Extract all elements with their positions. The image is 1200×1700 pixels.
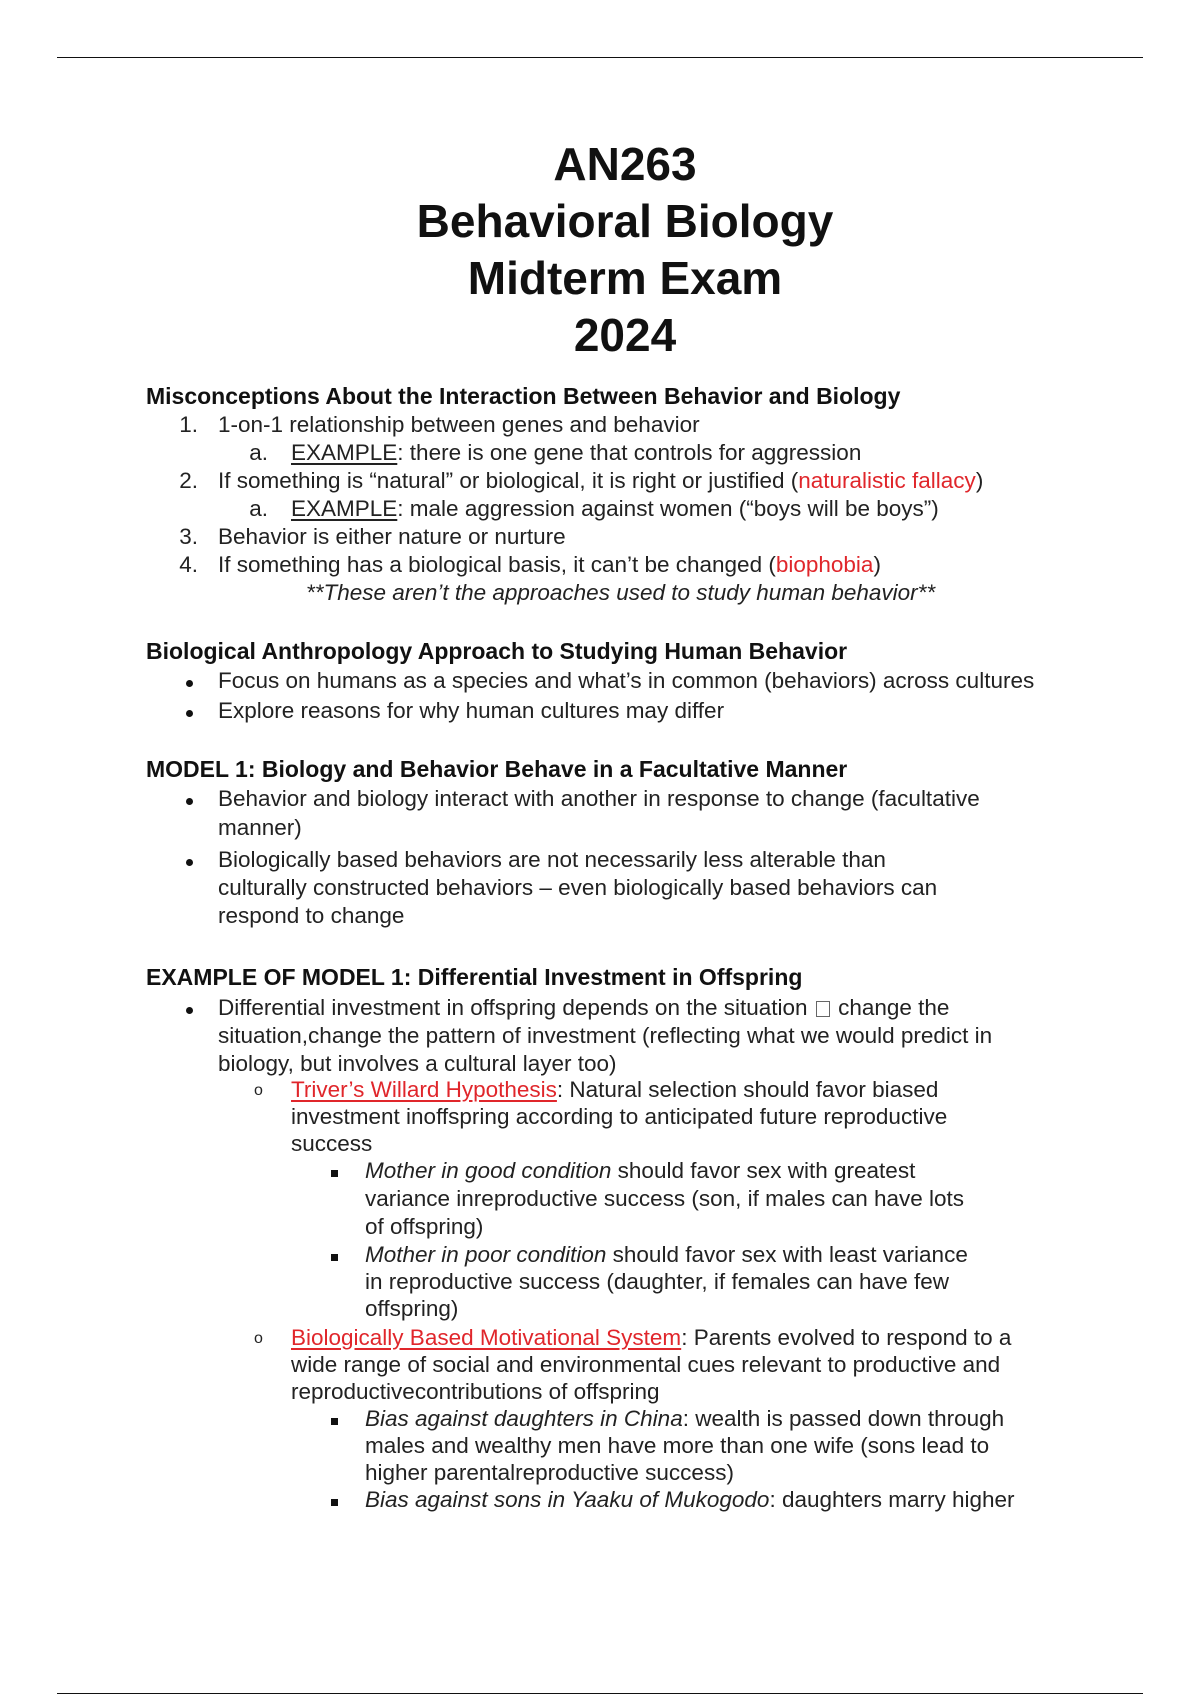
list-item xyxy=(218,552,881,578)
item-text: should favor sex with greatest xyxy=(611,1158,916,1183)
list-item: 1-on-1 relationship between genes and behavior xyxy=(218,412,700,437)
list-item-line: higher parentalreproductive success) xyxy=(365,1460,734,1485)
item-text: should favor sex with least variance xyxy=(606,1242,968,1267)
list-marker: a. xyxy=(249,440,268,465)
list-item-line: success xyxy=(291,1131,373,1156)
italic-term: Mother in good condition xyxy=(365,1158,612,1183)
course-name: Behavioral Biology xyxy=(416,195,834,247)
list-marker: a. xyxy=(249,496,268,521)
section-heading-misconceptions: Misconceptions About the Interaction Between Behavior and Biology xyxy=(146,383,901,409)
item-text: If something has a biological basis, it can’t be changed ( xyxy=(218,552,776,577)
item-text: : Parents evolved to respond to a xyxy=(681,1325,1012,1350)
list-item-line xyxy=(291,1077,938,1103)
list-item-line: variance inreproductive success (son, if males can have lots xyxy=(365,1186,965,1211)
list-item-line: respond to change xyxy=(218,903,405,928)
bullet-marker xyxy=(186,798,193,805)
item-text: : Natural selection should favor biased xyxy=(556,1077,939,1102)
list-item-line xyxy=(365,1242,968,1268)
list-item: Behavior is either nature or nurture xyxy=(218,524,566,549)
list-item-line: investment inoffspring according to anticipated future reproductive xyxy=(291,1104,948,1129)
list-marker: 4. xyxy=(179,552,198,577)
list-item-line: situation,change the pattern of investment (reflecting what we would predict in xyxy=(218,1023,993,1048)
exam-year: 2024 xyxy=(573,309,677,361)
item-text: change the xyxy=(838,995,950,1020)
list-item xyxy=(291,496,939,522)
square-bullet-icon xyxy=(331,1254,338,1261)
list-item xyxy=(291,440,861,466)
list-item-line: in reproductive success (daughter, if females can have few xyxy=(365,1269,950,1294)
list-item: Explore reasons for why human cultures may differ xyxy=(218,698,725,723)
term-motivational-system: Biologically Based Motivational System xyxy=(291,1325,682,1350)
item-text: : daughters marry higher xyxy=(769,1487,1015,1512)
italic-term: Mother in poor condition xyxy=(365,1242,607,1267)
italic-term: Bias against sons in Yaaku of Mukogodo xyxy=(365,1487,770,1512)
example-label: EXAMPLE xyxy=(291,496,398,521)
item-text: : wealth is passed down through xyxy=(682,1406,1005,1431)
item-text: Differential investment in offspring depends on the situation xyxy=(218,995,808,1020)
bullet-marker xyxy=(186,710,193,717)
exam-name: Midterm Exam xyxy=(467,252,783,304)
example-text: : there is one gene that controls for aggression xyxy=(397,440,862,465)
item-text-close: ) xyxy=(975,468,984,493)
list-marker: 1. xyxy=(179,412,198,437)
course-code: AN263 xyxy=(553,138,697,190)
document-title xyxy=(0,136,1200,364)
example-label: EXAMPLE xyxy=(291,440,398,465)
list-item-line: offspring) xyxy=(365,1296,459,1321)
bullet-marker xyxy=(186,680,193,687)
square-bullet-icon xyxy=(331,1418,338,1425)
top-rule xyxy=(57,57,1143,58)
list-item-line xyxy=(365,1406,1004,1432)
item-text-close: ) xyxy=(873,552,881,577)
list-item-line: manner) xyxy=(218,815,302,840)
arrow-glyph-icon xyxy=(816,1001,830,1017)
bottom-rule xyxy=(57,1693,1143,1694)
item-text: If something is “natural” or biological, it is right or justified ( xyxy=(218,468,799,493)
italic-term: Bias against daughters in China xyxy=(365,1406,683,1431)
list-item-line: of offspring) xyxy=(365,1214,484,1239)
square-bullet-icon xyxy=(331,1170,338,1177)
list-item-line: Behavior and biology interact with another in response to change (facultative xyxy=(218,786,980,811)
term-naturalistic-fallacy: naturalistic fallacy xyxy=(798,468,976,493)
list-item-line xyxy=(365,1158,915,1184)
section-heading-bio-anthropology: Biological Anthropology Approach to Studying Human Behavior xyxy=(146,638,848,664)
square-bullet-icon xyxy=(331,1499,338,1506)
list-item-line xyxy=(365,1487,1015,1513)
term-trivers-willard: Triver’s Willard Hypothesis xyxy=(291,1077,557,1102)
list-item-line: reproductivecontributions of offspring xyxy=(291,1379,660,1404)
list-marker: 2. xyxy=(179,468,198,493)
section-note: **These aren’t the approaches used to study human behavior** xyxy=(306,580,936,605)
bullet-marker xyxy=(186,1007,193,1014)
example-text: : male aggression against women (“boys will be boys”) xyxy=(397,496,939,521)
circle-bullet-icon: o xyxy=(254,1082,263,1099)
section-heading-example-model-1: EXAMPLE OF MODEL 1: Differential Investment in Offspring xyxy=(146,964,803,990)
list-item-line: males and wealthy men have more than one wife (sons lead to xyxy=(365,1433,990,1458)
list-item: Focus on humans as a species and what’s in common (behaviors) across cultures xyxy=(218,668,1035,693)
list-item xyxy=(218,468,983,494)
circle-bullet-icon: o xyxy=(254,1330,263,1347)
term-biophobia: biophobia xyxy=(775,552,874,577)
list-marker: 3. xyxy=(179,524,198,549)
list-item-line: culturally constructed behaviors – even biologically based behaviors can xyxy=(218,875,938,900)
list-item-line: Biologically based behaviors are not necessarily less alterable than xyxy=(218,847,886,872)
section-heading-model-1: MODEL 1: Biology and Behavior Behave in a Facultative Manner xyxy=(146,756,848,782)
list-item-line xyxy=(291,1325,1011,1351)
list-item-line: biology, but involves a cultural layer too) xyxy=(218,1051,617,1076)
list-item-line xyxy=(218,995,949,1021)
list-item-line: wide range of social and environmental cues relevant to productive and xyxy=(291,1352,1001,1377)
bullet-marker xyxy=(186,859,193,866)
